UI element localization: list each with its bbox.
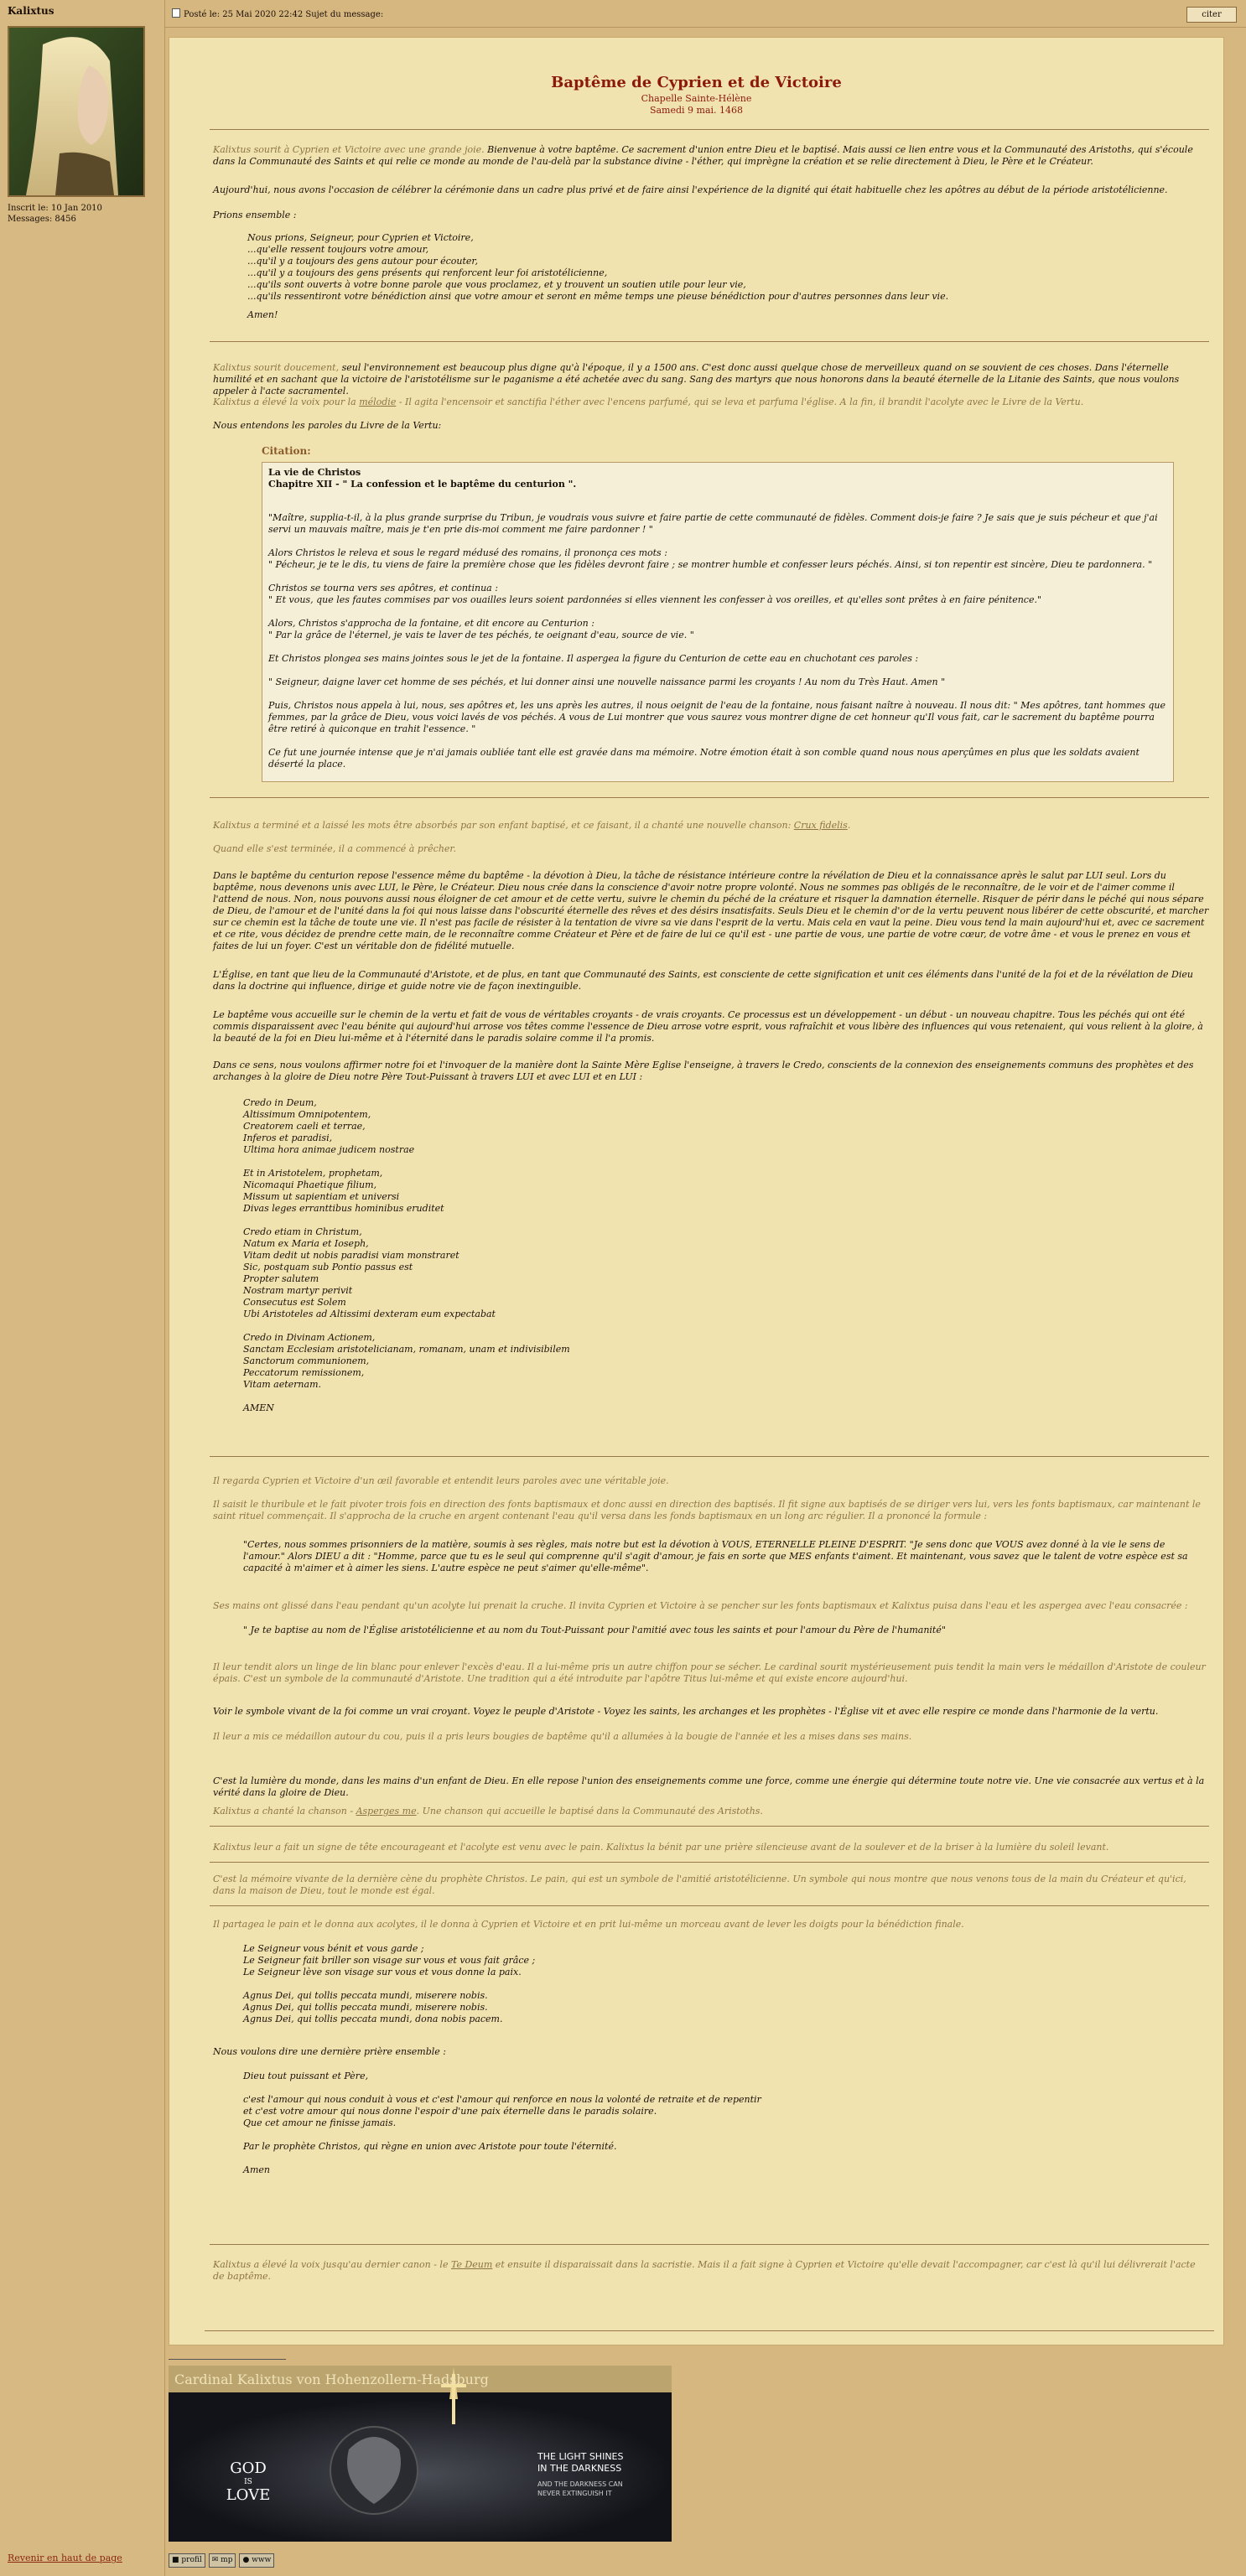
credo-line: Et in Aristotelem, prophetam, [243, 1168, 383, 1179]
narration-paragraph: Il leur tendit alors un linge de lin blanc pour enlever l'excès d'eau. Il a lui-même pris un autre chiffon pour se sécher. Le cardinal sourit mystérieusement puis tendit la main vers le médaillon d'Aristote de couleur épais. C'est un symbole de la communauté d'Aristote. Une tradition qui a été introduite par l'apôtre Titus lui-même et qui existe encore aujourd'hui. [213, 1661, 1206, 1684]
credo-line: Ultima hora animae judicem nostrae [243, 1144, 415, 1155]
credo-line: Inferos et paradisi, [243, 1133, 333, 1143]
light-line-3: AND THE DARKNESS CAN [537, 2480, 623, 2488]
citation-text: Ce fut une journée intense que je n'ai jamais oubliée tant elle est gravée dans ma mémoire. Notre émotion était à son comble quand nous nous aperçûmes en plus que les soldats avaient déserté la place. [268, 747, 1140, 770]
paragraph [213, 362, 1209, 397]
is-text: IS [244, 2478, 252, 2486]
narration-text: Kalixtus a chanté la chanson - [213, 1806, 356, 1817]
blessing-line: Le Seigneur lève son visage sur vous et vous donne la paix. [243, 1967, 522, 1977]
credo-line: Sanctam Ecclesiam aristotelicianam, romanam, unam et indivisibilem [243, 1344, 570, 1355]
baptism-words: " Je te baptise au nom de l'Église aristotélicienne et au nom du Tout-Puissant pour l'amitié avec tous les saints et pour l'amour du Père de l'humanité" [243, 1625, 946, 1635]
narration-paragraph: Kalixtus leur a fait un signe de tête encourageant et l'acolyte est venu avec le pain. Kalixtus la bénit par une prière silencieuse avant de la soulever et de la briser à la lumière du soleil levant. [213, 1842, 1109, 1853]
post-meta [172, 8, 383, 19]
citation-text: Puis, Christos nous appela à lui, nous, ses apôtres et, les uns après les autres, il nous oeignit de l'eau de la fontaine, nous faisant naître à nouveau. Il nous dit: " Mes apôtres, tant hommes que femmes, par la grâce de Dieu, vous voici lavés de vos péchés. A vous de Lui montrer que vous saurez vous montrer digne de cet honneur qu'Il vous fait, car le sacrement du baptême pourra être retiré à quiconque en trahit l'essence. " [268, 700, 1166, 734]
narration-paragraph: Quand elle s'est terminée, il a commencé à prêcher. [213, 843, 456, 854]
intro-paragraph [213, 144, 1209, 168]
narration-paragraph: Il leur a mis ce médaillon autour du cou, puis il a pris leurs bougies de baptême qu'il a allumées à la bougie de l'année et les a mises dans ses mains. [213, 1731, 912, 1742]
credo [243, 1097, 1199, 1414]
narration-paragraph [213, 2259, 1209, 2283]
credo-line: Credo in Deum, [243, 1097, 317, 1108]
narration-text: . Une chanson qui accueille le baptisé dans la Communauté des Aristoths. [416, 1806, 763, 1817]
love-text: LOVE [226, 2486, 271, 2504]
divider [210, 1905, 1209, 1906]
citation-text: Alors, Christos s'approcha de la fontaine, et dit encore au Centurion : [268, 618, 594, 629]
credo-line: Sanctorum communionem, [243, 1355, 370, 1366]
citation-title: La vie de Christos [268, 467, 361, 478]
paragraph: Voir le symbole vivant de la foi comme un vrai croyant. Voyez le peuple d'Aristote - Voyez les saints, les archanges et les prophètes - l'Église vit et avec elle respire ce monde dans l'harmonie de la vertu. [213, 1706, 1159, 1717]
final-line: c'est l'amour qui nous conduit à vous et c'est l'amour qui renforce en nous la volonté de retraite et de repentir [243, 2094, 761, 2105]
blessing-line: Le Seigneur fait briller son visage sur vous et vous fait grâce ; [243, 1955, 536, 1966]
pm-button[interactable]: ✉ mp [209, 2553, 236, 2568]
citation-text: " Par la grâce de l'éternel, je vais te laver de tes péchés, te oeignant d'eau, source de vie. " [268, 630, 694, 640]
prayer-line: Nous prions, Seigneur, pour Cyprien et Victoire, [247, 232, 474, 243]
citation-text: "Maître, supplia-t-il, à la plus grande surprise du Tribun, je voudrais vous suivre et faire partie de cette communauté de fidèles. Comment dois-je faire ? Je sais que je suis pécheur et que j'ai servi un mauvais maître, mais je t'en prie dis-moi comment me faire pardonner ! " [268, 512, 1158, 535]
profile-label: profil [181, 2556, 202, 2564]
post-header [165, 0, 1246, 28]
narration-text: Kalixtus a élevé la voix pour la [213, 397, 360, 407]
credo-line: Missum ut sapientiam et universi [243, 1191, 400, 1202]
prayer-line: ...qu'elle ressent toujours votre amour, [247, 244, 429, 255]
formula: "Certes, nous sommes prisonniers de la matière, soumis à ses règles, mais notre but est la dévotion à VOUS, ETERNELLE PLEINE D'ESPRIT. "Je sens donc que VOUS avez donné à la vie le sens de l'amour." Alors DIEU a dit : "Homme, parce que tu es le seul qui comprenne qu'il s'agit d'amour, je fais en sorte que MES enfants t'aiment. Et maintenant, vous savez que le talent de votre espèce est sa capacité à m'aimer et à aimer les siens. L'autre espèce ne peut s'aimer qu'elle-même". [243, 1539, 1188, 1573]
narration-paragraph [213, 397, 1209, 408]
banner-title: Cardinal Kalixtus von Hohenzollern-Hadsburg [174, 2371, 489, 2387]
speech: Bienvenue à votre baptême. Ce sacrement d'union entre Dieu et le baptisé. Mais aussi ce lien entre vous et la Communauté des Aristoths, qui s'écoule dans la Communauté des Saints et qui relie ce monde au monde de l'au-delà par la substance divine - l'éther, qui imprègne la création et se relie directement à Dieu, le Père et le Créateur. [213, 144, 1193, 167]
citation-chapter: Chapitre XII - " La confession et le baptême du centurion ". [268, 479, 577, 490]
narration: Kalixtus sourit à Cyprien et Victoire avec une grande joie. [213, 144, 485, 155]
signature [165, 2347, 1246, 2557]
prayer-line: ...qu'il y a toujours des gens autour pour écouter, [247, 256, 478, 267]
credo-line: Peccatorum remissionem, [243, 1367, 365, 1378]
citation-box [262, 462, 1174, 782]
credo-line: Creatorem caeli et terrae, [243, 1121, 366, 1132]
prayer-line: ...qu'ils ressentiront votre bénédiction ainsi que votre amour et seront en même temps une pieuse bénédiction pour d'autres personnes dans leur vie. [247, 291, 949, 302]
paragraph: Prions ensemble : [213, 210, 297, 220]
narration-paragraph [213, 820, 1209, 832]
narration-text: et ensuite il disparaissait dans la sacristie. Mais il a fait signe à Cyprien et Victoire qu'elle devait l'accompagner, car c'est là qu'il lui délivrerait l'acte de baptême. [213, 2259, 1196, 2282]
blessing [243, 1943, 1199, 2025]
blessing-line: Le Seigneur vous bénit et vous garde ; [243, 1943, 424, 1954]
narration-paragraph: Il saisit le thuribule et le fait pivoter trois fois en direction des fonts baptismaux et donc aussi en direction des baptisés. Il fit signe aux baptisés de se diriger vers lui, vers les fonts baptismaux, car maintenant le saint rituel commençait. Il s'approcha de la cruche en argent contenant l'eau qu'il versa dans les fonds baptismaux en un long arc régulier. Il a prononcé la formule : [213, 1499, 1201, 1521]
www-label: www [252, 2556, 272, 2564]
sermon-paragraph: L'Église, en tant que lieu de la Communauté d'Aristote, et de plus, en tant que Communauté des Saints, est consciente de cette signification et unit ces éléments dans l'unité de la foi et de la révélation de Dieu dans la doctrine qui influence, dirige et guide notre vie de façon inextinguible. [213, 969, 1193, 992]
blessing-line: Agnus Dei, qui tollis peccata mundi, miserere nobis. [243, 1990, 488, 2001]
credo-line: Consecutus est Solem [243, 1297, 346, 1308]
posted-text: Posté le: 25 Mai 2020 22:42 Sujet du message: [184, 10, 384, 19]
post-buttons [169, 2553, 278, 2568]
credo-line: Sic, postquam sub Pontio passus est [243, 1262, 413, 1272]
narration-text: Kalixtus a terminé et a laissé les mots être absorbés par son enfant baptisé, et ce faisant, il a chanté une nouvelle chanson: [213, 820, 794, 831]
divider [210, 1826, 1209, 1827]
credo-line: Nostram martyr perivit [243, 1285, 353, 1296]
narration-paragraph: Ses mains ont glissé dans l'eau pendant qu'un acolyte lui prenait la cruche. Il invita Cyprien et Victoire à se pencher sur les fonts baptismaux et Kalixtus puisa dans l'eau et les aspergea avec l'eau consacrée : [213, 1600, 1188, 1611]
author-name[interactable]: Kalixtus [8, 5, 55, 17]
citation-label: Citation: [262, 445, 311, 457]
citation-text: " Seigneur, daigne laver cet homme de ses péchés, et lui donner ainsi une nouvelle naissance parmi les croyants ! Au nom du Très Haut. Amen " [268, 676, 946, 687]
amen: Amen! [247, 309, 278, 320]
credo-line: Credo in Divinam Actionem, [243, 1332, 376, 1343]
divider [210, 1862, 1209, 1863]
narration: Kalixtus sourit doucement, [213, 362, 340, 373]
credo-line: Nicomaqui Phaetique filium, [243, 1179, 377, 1190]
www-button[interactable]: ● www [239, 2553, 274, 2568]
divider [210, 341, 1209, 342]
divider [210, 1456, 1209, 1457]
narration-paragraph: Il regarda Cyprien et Victoire d'un œil favorable et entendit leurs paroles avec une véritable joie. [213, 1475, 669, 1486]
signature-banner [169, 2366, 672, 2542]
final-line: et c'est votre amour qui nous donne l'espoir d'une paix éternelle dans le paradis solaire. [243, 2106, 657, 2117]
narration-text: - Il agita l'encensoir et sanctifia l'éther avec l'encens parfumé, qui se leva et parfuma l'église. A la fin, il brandit l'acolyte avec le Livre de la Vertu. [396, 397, 1084, 407]
message-count: Messages: 8456 [8, 215, 76, 224]
profile-button[interactable]: ■ profil [169, 2553, 205, 2568]
credo-amen: AMEN [243, 1402, 274, 1413]
blessing-line: Agnus Dei, qui tollis peccata mundi, dona nobis pacem. [243, 2014, 503, 2024]
signature-divider [169, 2359, 286, 2360]
quote-button[interactable]: citer [1186, 7, 1237, 23]
final-line: Dieu tout puissant et Père, [243, 2071, 369, 2081]
narration-text: Kalixtus a élevé la voix jusqu'au dernier canon - le [213, 2259, 451, 2270]
speech: seul l'environnement est beaucoup plus digne qu'à l'époque, il y a 1500 ans. C'est donc aussi quelque chose de merveilleux quand on se souvient de ces choses. Dans l'éternelle humilité et en sachant que la victoire de l'aristotélisme sur le paganisme a été achetée avec du sang. Sang des martyrs que nous honorons dans la beauté éternelle de la Litanie des Saints, que nous voulons appeler à l'acte sacramentel. [213, 362, 1180, 397]
divider [210, 2244, 1209, 2245]
sermon-paragraph: Dans ce sens, nous voulons affirmer notre foi et l'invoquer de la manière dont la Sainte Mère Eglise l'enseigne, à travers le Credo, conscients de la connexion des enseignements communs des prophètes et des archanges à la gloire de Dieu notre Père Tout-Puissant à travers LUI et avec LUI et en LUI : [213, 1060, 1194, 1082]
final-line: Que cet amour ne finisse jamais. [243, 2117, 397, 2128]
narration-paragraph: C'est la mémoire vivante de la dernière cène du prophète Christos. Le pain, qui est un symbole de l'amitié aristotélicienne. Un symbole qui nous montre que nous venons tous de la main du Créateur et qu'ici, dans la maison de Dieu, tout le monde est égal. [213, 1874, 1186, 1896]
citation-text: " Pécheur, je te le dis, tu viens de faire la première chose que les fidèles devront faire ; se montrer humble et confesser leurs péchés. Ainsi, si ton repentir est sincère, Dieu te pardonnera. " [268, 559, 1153, 570]
te-deum-link[interactable]: Te Deum [450, 2259, 493, 2270]
registration-date: Inscrit le: 10 Jan 2010 [8, 204, 102, 213]
citation-text: Alors Christos le releva et sous le regard médusé des romains, il prononça ces mots : [268, 547, 667, 558]
paragraph: Nous entendons les paroles du Livre de la Vertu: [213, 420, 442, 431]
pm-label: mp [221, 2556, 233, 2564]
prayer-line: ...qu'il y a toujours des gens présents qui renforcent leur foi aristotélicienne, [247, 267, 608, 278]
citation-text: " Et vous, que les fautes commises par vos ouailles leurs soient pardonnées si elles viennent les confesser à vos oreilles, et qu'elles sont prêtes à en faire pénitence." [268, 594, 1042, 605]
citation-text: Et Christos plongea ses mains jointes sous le jet de la fontaine. Il aspergea la figure du Centurion de cette eau en chuchotant ces paroles : [268, 653, 919, 664]
credo-line: Credo etiam in Christum, [243, 1226, 362, 1237]
blessing-line: Agnus Dei, qui tollis peccata mundi, miserere nobis. [243, 2002, 488, 2013]
post-body [169, 37, 1224, 2345]
credo-line: Vitam aeternam. [243, 1379, 322, 1390]
melody-link[interactable]: mélodie [359, 397, 397, 407]
avatar [8, 26, 145, 197]
author-column [0, 0, 165, 2576]
final-amen: Amen [243, 2164, 270, 2175]
post-date: Samedi 9 mai. 1468 [649, 105, 744, 116]
credo-line: Divas leges erranttibus hominibus eruditet [243, 1203, 444, 1214]
prayer-list [247, 232, 1203, 303]
post-title: Baptême de Cyprien et de Victoire [551, 74, 842, 91]
back-to-top-link[interactable]: Revenir en haut de page [8, 2553, 122, 2563]
divider [210, 797, 1209, 798]
credo-line: Ubi Aristoteles ad Altissimi dexteram eum expectabat [243, 1309, 496, 1319]
post-column [165, 0, 1246, 2576]
paragraph: Aujourd'hui, nous avons l'occasion de célébrer la cérémonie dans un cadre plus privé et de faire ainsi l'expérience de la dignité qui était habituelle chez les apôtres au début de la période aristotélicienne. [213, 184, 1168, 195]
citation-text: Christos se tourna vers ses apôtres, et continua : [268, 583, 498, 593]
prayer-line: ...qu'ils sont ouverts à votre bonne parole que vous proclamez, et y trouvent un soutien utile pour leur vie, [247, 279, 746, 290]
asperges-me-link[interactable]: Asperges me [356, 1806, 417, 1817]
final-prayer [243, 2071, 1199, 2176]
final-line: Par le prophète Christos, qui règne en union avec Aristote pour toute l'éternité. [243, 2141, 617, 2152]
sermon-paragraph: Le baptême vous accueille sur le chemin de la vertu et fait de vous de véritables croyants - de vrais croyants. Ce processus est un développement - un début - un nouveau chapitre. Tous les péchés qui ont été commis disparaissent avec l'eau bénite qui aujourd'hui arrose vos têtes comme l'essence de Dieu arrose votre esprit, vous rafraîchit et vous libère des influences qui vous retenaient, qui vous relient à la gloire, à la beauté de la foi en Dieu lui-même et à l'éternité dans le paradis solaire comme il l'a promis. [213, 1009, 1203, 1044]
credo-line: Vitam dedit ut nobis paradisi viam monstraret [243, 1250, 459, 1261]
paragraph: Nous voulons dire une dernière prière ensemble : [213, 2046, 446, 2057]
light-line-4: NEVER EXTINGUISH IT [537, 2490, 612, 2497]
light-line-2: IN THE DARKNESS [537, 2463, 622, 2474]
god-text: GOD [230, 2459, 267, 2477]
divider [210, 129, 1209, 130]
light-line-1: THE LIGHT SHINES [537, 2451, 624, 2462]
narration-text: . [847, 820, 851, 831]
paragraph: C'est la lumière du monde, dans les mains d'un enfant de Dieu. En elle repose l'union des enseignements comme une force, comme une énergie qui détermine toute notre vie. Une vie consacrée aux vertus et à la vérité dans la gloire de Dieu. [213, 1775, 1205, 1798]
credo-line: Altissimum Omnipotentem, [243, 1109, 371, 1120]
narration-paragraph [213, 1806, 1209, 1817]
sermon-paragraph: Dans le baptême du centurion repose l'essence même du baptême - la dévotion à Dieu, la tâche de résistance intérieure contre la révélation de Dieu et la connaissance après le salut par LUI seul. Lors du baptême, nous devenons unis avec LUI, le Père, le Créateur. Dieu nous crée dans la conscience d'avoir notre propre volonté. Nous ne sommes pas obligés de le reconnaître, de le voir et de l'aimer comme il l'attend de nous. Non, nous pouvons aussi nous éloigner de cet amour et de cette vertu, suivre le chemin du péché de la créature et risquer la damnation éternelle. Risquer de périr dans le péché qui nous sépare de Dieu, de l'amour et de l'unité dans la foi qui nous laisse dans l'obscurité éternelle des rêves et des désirs insatisfaits. Seuls Dieu et le chemin d'or de la vertu peuvent nous libérer de cette obscurité, et marcher sur ce chemin est la tâche de toute une vie. Il n'est pas facile de résister à la tentation de vivre sa vie dans l'esprit de la vertu. Mais cela en vaut la peine. Dieu vous tend la main aujourd'hui et, avec ce sacrement et ce rite, vous décidez de prendre cette main, de le reconnaître comme Créateur et Père et de faire de lui ce qu'il est - une partie de vous, une partie de votre cœur, de votre âme - et vous le prenez en vous et faites de lui un foyer. C'est un véritable don de fidélité mutuelle. [213, 870, 1209, 951]
credo-line: Propter salutem [243, 1273, 319, 1284]
post-place: Chapelle Sainte-Hélène [641, 93, 752, 104]
narration-paragraph: Il partagea le pain et le donna aux acolytes, il le donna à Cyprien et Victoire et en prit lui-même un morceau avant de lever les doigts pour la bénédiction finale. [213, 1919, 964, 1930]
post-icon [172, 8, 180, 18]
credo-line: Natum ex Maria et Ioseph, [243, 1238, 369, 1249]
divider [205, 2330, 1214, 2331]
crux-fidelis-link[interactable]: Crux fidelis [793, 820, 848, 831]
